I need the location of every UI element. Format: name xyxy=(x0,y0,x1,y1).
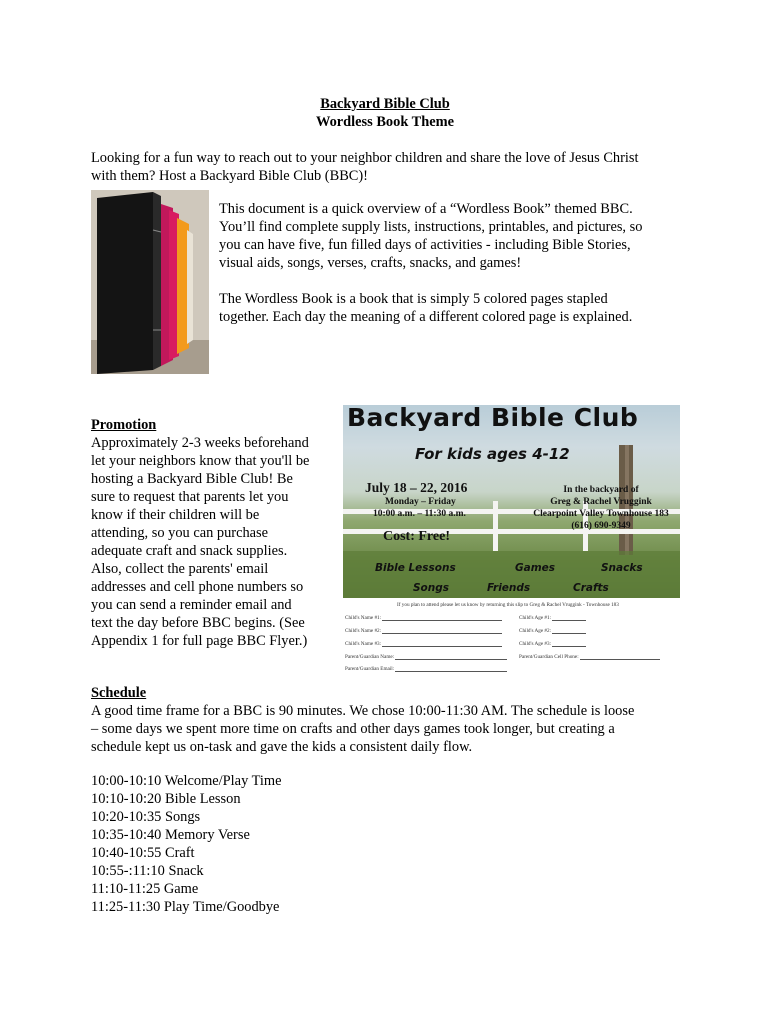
form-child-name-2: Child's Name #2: xyxy=(345,628,502,634)
flyer-tag-games: Games xyxy=(515,562,556,574)
overview-paragraph-1 xyxy=(219,200,679,272)
promotion-section xyxy=(91,416,331,650)
form-child-age-1: Child's Age #1: xyxy=(519,615,586,621)
promotion-line: let your neighbors know that you'll be xyxy=(91,453,310,469)
schedule-item: 10:55-:11:10 Snack xyxy=(91,863,204,879)
document-subtitle: Wordless Book Theme xyxy=(315,114,455,130)
promotion-line: text the day before BBC begins. (See xyxy=(91,615,305,631)
promotion-line: adequate craft and snack supplies. xyxy=(91,543,288,559)
flyer-host-line: Greg & Rachel Vruggink xyxy=(550,497,652,507)
flyer-dates: July 18 – 22, 2016 xyxy=(365,480,468,495)
overview-line: This document is a quick overview of a “Wordless Book” themed BBC. xyxy=(219,201,633,217)
schedule-list xyxy=(91,772,281,916)
promotion-line: hosting a Backyard Bible Club! Be xyxy=(91,471,293,487)
flyer-days: Monday – Friday xyxy=(385,497,456,507)
promotion-line: Appendix 1 for full page BBC Flyer.) xyxy=(91,633,308,649)
form-parent-phone: Parent/Guardian Cell Phone: xyxy=(519,654,660,660)
bbc-flyer xyxy=(343,405,680,672)
intro-line: Looking for a fun way to reach out to your neighbor children and share the love of Jesus Christ xyxy=(91,150,639,166)
flyer-ages: For kids ages 4-12 xyxy=(415,445,570,463)
form-parent-email: Parent/Guardian Email: xyxy=(345,666,507,672)
promotion-line: sure to request that parents let you xyxy=(91,489,289,505)
flyer-background-photo xyxy=(343,405,680,598)
promotion-heading: Promotion xyxy=(91,417,157,433)
promotion-line: addresses and cell phone numbers so xyxy=(91,579,304,595)
overview-line: together. Each day the meaning of a different colored page is explained. xyxy=(219,309,633,325)
overview-line: visual aids, songs, verses, crafts, snacks, and games! xyxy=(219,255,522,271)
promotion-line: Approximately 2-3 weeks beforehand xyxy=(91,435,309,451)
form-parent-name: Parent/Guardian Name: xyxy=(345,654,507,660)
schedule-item: 11:25-11:30 Play Time/Goodbye xyxy=(91,899,280,915)
intro-paragraph xyxy=(91,149,639,185)
schedule-item: 10:40-10:55 Craft xyxy=(91,845,195,861)
overview-paragraph-2 xyxy=(219,290,679,326)
form-child-age-2: Child's Age #2: xyxy=(519,628,586,634)
schedule-line: A good time frame for a BBC is 90 minutes. We chose 10:00-11:30 AM. The schedule is loose xyxy=(91,703,635,719)
flyer-host-line: (616) 690-9349 xyxy=(571,521,631,531)
overview-line: you can have five, fun filled days of activities - including Bible Stories, xyxy=(219,237,631,253)
flyer-tag-crafts: Crafts xyxy=(573,582,609,594)
form-child-name-1: Child's Name #1: xyxy=(345,615,502,621)
flyer-time: 10:00 a.m. – 11:30 a.m. xyxy=(373,509,466,519)
flyer-tag-friends: Friends xyxy=(487,582,531,594)
promotion-line: you can send a reminder email and xyxy=(91,597,292,613)
schedule-item: 10:20-10:35 Songs xyxy=(91,809,201,825)
flyer-tag-bible-lessons: Bible Lessons xyxy=(375,562,456,574)
flyer-tag-snacks: Snacks xyxy=(601,562,643,574)
flyer-title: Backyard Bible Club xyxy=(347,405,639,432)
schedule-item: 10:10-10:20 Bible Lesson xyxy=(91,791,241,807)
document-title: Backyard Bible Club xyxy=(320,96,450,112)
promotion-line: know if their children will be xyxy=(91,507,260,523)
flyer-host-line: Clearpoint Valley Townhouse 183 xyxy=(533,509,669,519)
flyer-host-line: In the backyard of xyxy=(563,485,639,495)
overview-line: You’ll find complete supply lists, instructions, printables, and pictures, so xyxy=(219,219,643,235)
wordless-book-photo xyxy=(91,190,209,374)
schedule-item: 11:10-11:25 Game xyxy=(91,881,199,897)
schedule-line: – some days we spent more time on crafts and other days games took longer, but creating a xyxy=(91,721,615,737)
schedule-item: 10:35-10:40 Memory Verse xyxy=(91,827,250,843)
flyer-host xyxy=(523,484,679,532)
schedule-line: schedule kept us on-task and gave the kids a consistent daily flow. xyxy=(91,739,473,755)
flyer-rsvp-note: If you plan to attend please let us know by returning this slip to Greg & Rachel Vruggink - Townhouse 183 xyxy=(397,602,619,608)
flyer-tag-songs: Songs xyxy=(413,582,450,594)
schedule-section xyxy=(91,684,691,756)
promotion-line: Also, collect the parents' email xyxy=(91,561,269,577)
form-child-name-3: Child's Name #3: xyxy=(345,641,502,647)
intro-line: with them? Host a Backyard Bible Club (BBC)! xyxy=(91,168,368,184)
schedule-heading: Schedule xyxy=(91,685,147,701)
overview-line: The Wordless Book is a book that is simply 5 colored pages stapled xyxy=(219,291,608,307)
schedule-item: 10:00-10:10 Welcome/Play Time xyxy=(91,773,282,789)
form-child-age-3: Child's Age #3: xyxy=(519,641,586,647)
promotion-line: attending, so you can purchase xyxy=(91,525,269,541)
flyer-cost: Cost: Free! xyxy=(383,529,450,544)
